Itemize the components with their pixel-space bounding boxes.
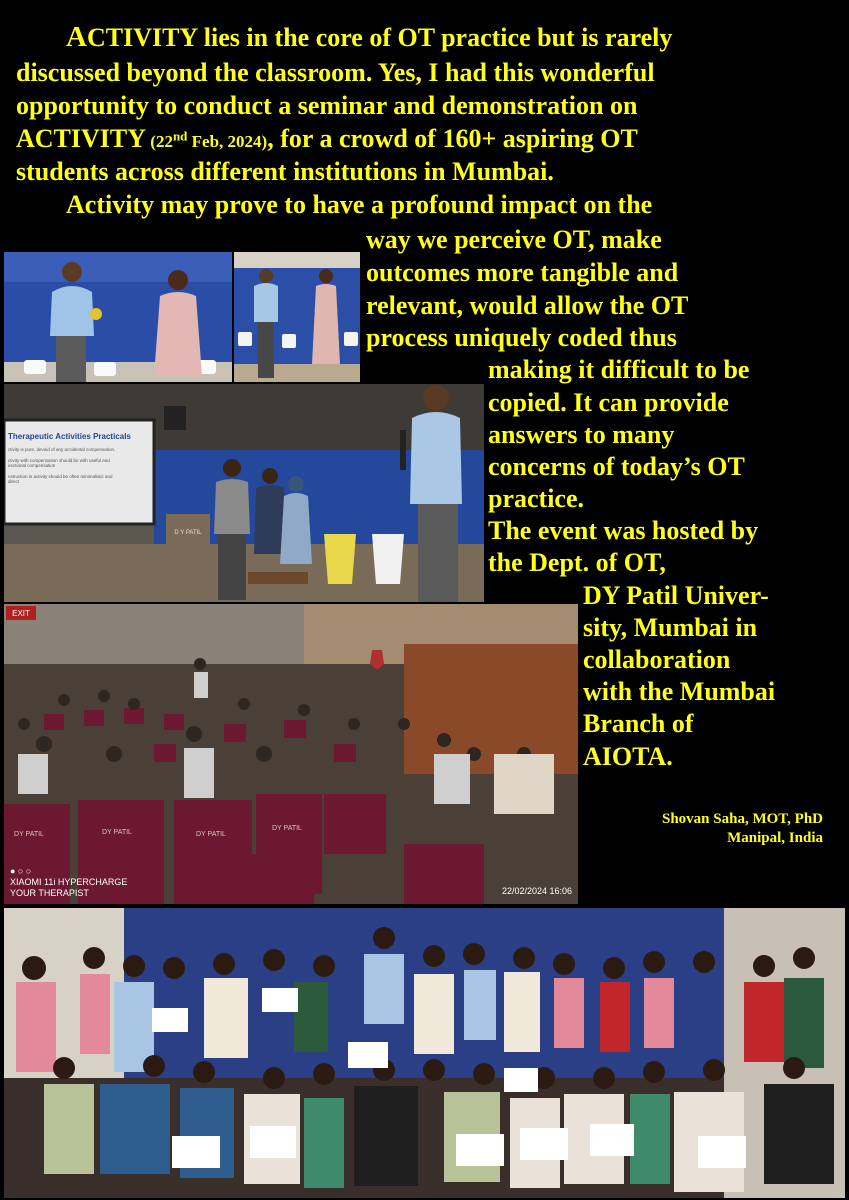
slide-bullet: ctivity with compensation should be with useful and xyxy=(8,458,110,463)
intro-line-2: discussed beyond the classroom. Yes, I had this wonderful xyxy=(16,58,655,87)
slide-bullet: direct xyxy=(8,479,20,484)
intro-activity-cap-2: A xyxy=(16,124,35,153)
slide-title: Therapeutic Activities Practicals xyxy=(8,432,131,441)
body-line: AIOTA. xyxy=(583,742,673,771)
podium-label: D Y PATIL xyxy=(174,530,202,536)
photo-speakers-stage xyxy=(4,252,232,382)
body-line: with the Mumbai xyxy=(583,677,776,706)
body-line: collaboration xyxy=(583,645,731,674)
camera-tagline: YOUR THERAPIST xyxy=(10,888,89,898)
body-line: relevant, would allow the OT xyxy=(366,291,689,320)
seat-label: DY PATIL xyxy=(102,829,132,836)
body-line: Activity may prove to have a profound impact on the xyxy=(66,190,653,219)
body-line: outcomes more tangible and xyxy=(366,258,679,287)
slide-bullet: irectional compensation xyxy=(8,463,56,468)
seat-label: DY PATIL xyxy=(14,831,44,838)
intro-line-1-rest: lies in the core of OT practice but is rarely xyxy=(197,23,673,52)
signature-place: Manipal, India xyxy=(727,830,823,846)
body-line: process uniquely coded thus xyxy=(366,323,677,352)
body-line: DY Patil Univer- xyxy=(583,581,769,610)
exit-sign: EXIT xyxy=(12,609,30,618)
photo-timestamp: 22/02/2024 16:06 xyxy=(502,886,573,896)
seat-label: DY PATIL xyxy=(196,831,226,838)
intro-line-5: students across different institutions in Mumbai. xyxy=(16,157,554,186)
body-line: answers to many xyxy=(488,420,675,449)
intro-line-4 xyxy=(16,124,638,157)
photo-demonstration xyxy=(4,384,484,602)
body-line: practice. xyxy=(488,484,585,513)
body-line: concerns of today’s OT xyxy=(488,452,745,481)
body-line: making it difficult to be xyxy=(488,355,750,384)
intro-dropcap: A xyxy=(66,21,87,53)
signature-name: Shovan Saha, MOT, PhD xyxy=(661,811,823,827)
seat-label: DY PATIL xyxy=(272,825,302,832)
camera-dots: ● ○ ○ xyxy=(10,866,32,876)
slide-bullet: ctivity is pure, devoid of any accidental compensation. xyxy=(8,447,116,452)
intro-line-1 xyxy=(66,22,672,53)
slide-bullet: nstruction in activity should be often minimalistic and xyxy=(8,474,113,479)
body-line: sity, Mumbai in xyxy=(583,613,758,642)
intro-activity-word-2: CTIVITY xyxy=(34,124,147,153)
photo-auditorium-audience xyxy=(4,604,578,904)
intro-activity-word: CTIVITY xyxy=(86,23,198,52)
photo-group xyxy=(4,908,845,1198)
body-line: The event was hosted by xyxy=(488,516,759,545)
camera-watermark xyxy=(10,866,127,899)
body-line: Branch of xyxy=(583,709,694,738)
body-line: copied. It can provide xyxy=(488,388,729,417)
signature xyxy=(662,810,823,848)
body-line: way we perceive OT, make xyxy=(366,225,662,254)
body-line: the Dept. of OT, xyxy=(488,548,666,577)
intro-line-3: opportunity to conduct a seminar and demonstration on xyxy=(16,91,638,120)
intro-line-4-rest: , for a crowd of 160+ aspiring OT xyxy=(267,124,638,153)
camera-model: XIAOMI 11i HYPERCHARGE xyxy=(10,877,128,887)
intro-date: (22nd Feb, 2024) xyxy=(146,128,268,151)
slide-text xyxy=(8,432,150,484)
photo-speakers-wide xyxy=(234,252,360,382)
